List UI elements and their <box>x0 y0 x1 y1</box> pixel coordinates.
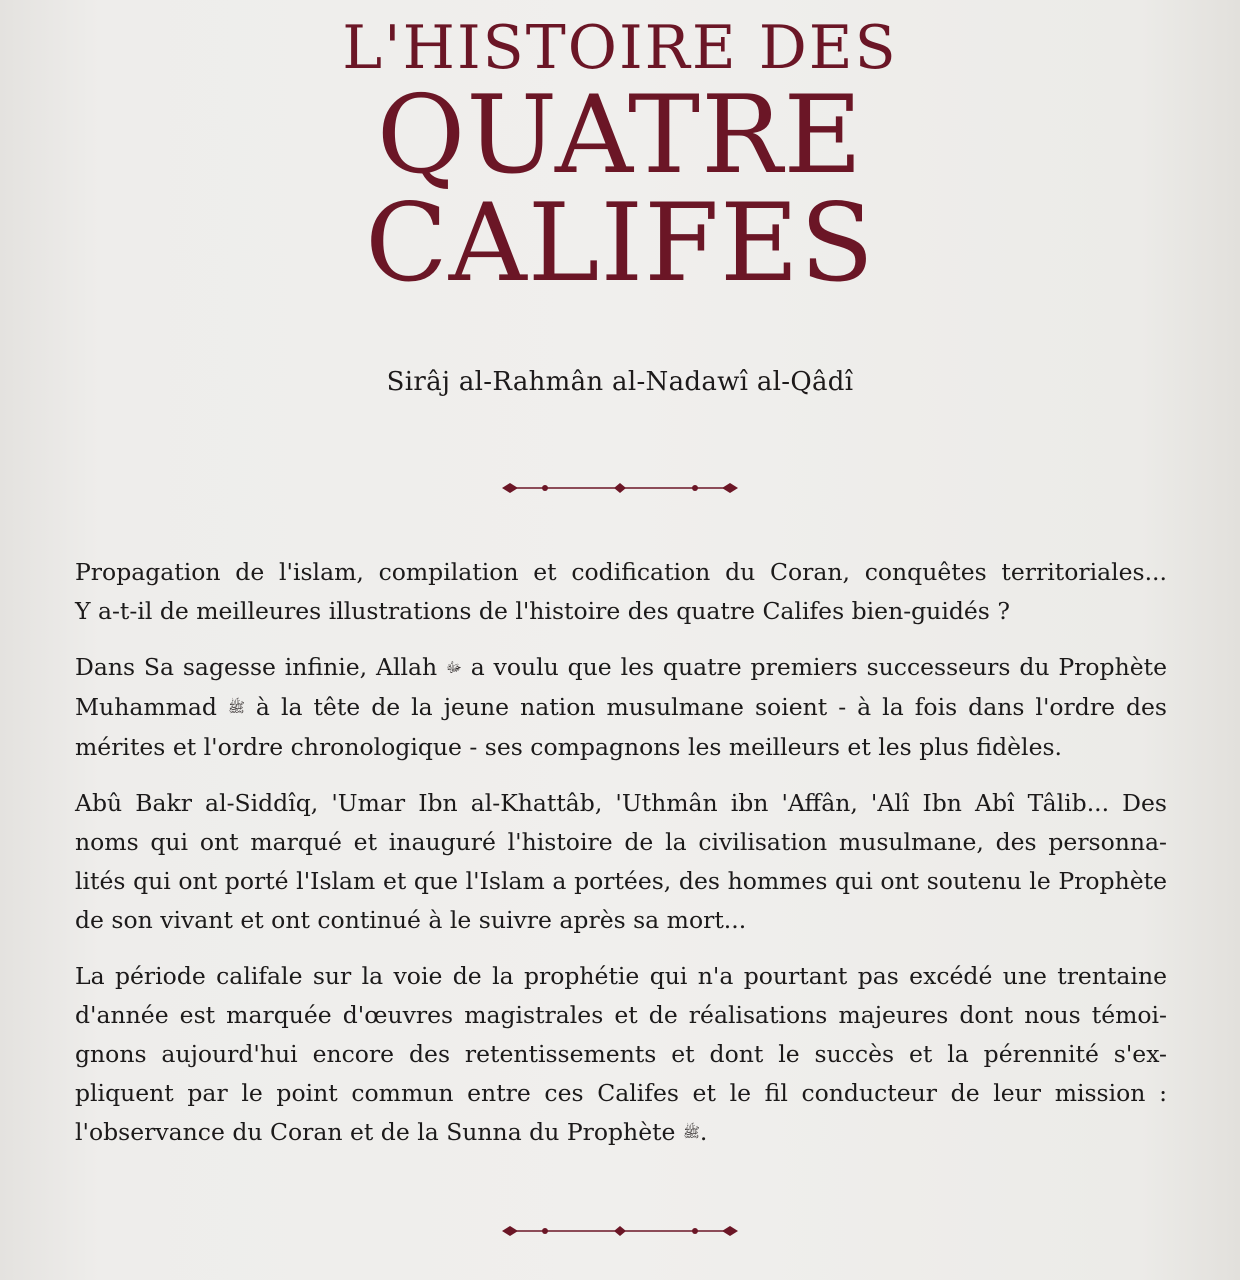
paragraph-line: noms qui ont marqué et inauguré l'histoire de la civilisation musulmane, des personna- <box>75 828 1167 856</box>
glorification-glyph: ﷻ <box>446 660 462 676</box>
title-line-1: L'HISTOIRE DES <box>342 13 898 83</box>
salutation-glyph: ﷺ <box>682 1125 700 1141</box>
paragraph-line: de son vivant et ont continué à le suivre après sa mort... <box>75 906 747 934</box>
paragraph-line: pliquent par le point commun entre ces Califes et le fil conducteur de leur mission : <box>75 1079 1167 1107</box>
paragraph <box>75 784 1167 940</box>
paragraph <box>75 553 1167 631</box>
paragraph <box>75 957 1167 1153</box>
paragraph-line: Muhammad ﷺ à la tête de la jeune nation musulmane soient - à la fois dans l'ordre des <box>75 688 1167 728</box>
paragraph-line: Propagation de l'islam, compilation et codification du Coran, conquêtes territoriales... <box>75 558 1167 586</box>
paragraph-line: La période califale sur la voie de la prophétie qui n'a pourtant pas excédé une trentaine <box>75 962 1167 990</box>
paragraph-line: Abû Bakr al-Siddîq, 'Umar Ibn al-Khattâb, 'Uthmân ibn 'Affân, 'Alî Ibn Abî Tâlib... Des <box>75 789 1167 817</box>
paragraph-line: lités qui ont porté l'Islam et que l'Islam a portées, des hommes qui ont soutenu le Prophète <box>75 867 1167 895</box>
paragraph-line: Y a-t-il de meilleures illustrations de l'histoire des quatre Califes bien-guidés ? <box>75 597 1010 625</box>
paragraph <box>75 648 1167 767</box>
title-line-2: QUATRE <box>376 73 864 198</box>
ornament-divider-top <box>500 478 740 498</box>
paragraph-line: gnons aujourd'hui encore des retentissements et dont le succès et la pérennité s'ex- <box>75 1040 1167 1068</box>
salutation-glyph: ﷺ <box>227 700 245 716</box>
paragraph-line: mérites et l'ordre chronologique - ses compagnons les meilleurs et les plus fidèles. <box>75 733 1063 761</box>
paragraph-line: Dans Sa sagesse infinie, Allah ﷻ a voulu que les quatre premiers successeurs du Prophète <box>75 648 1167 688</box>
description-text <box>75 553 1167 1170</box>
title-line-3: CALIFES <box>365 181 875 306</box>
paragraph-line: l'observance du Coran et de la Sunna du Prophète ﷺ. <box>75 1113 1167 1153</box>
ornament-divider-bottom <box>500 1221 740 1241</box>
author-name: Sirâj al-Rahmân al-Nadawî al-Qâdî <box>386 367 854 397</box>
paragraph-line: d'année est marquée d'œuvres magistrales et de réalisations majeures dont nous témoi- <box>75 1001 1167 1029</box>
